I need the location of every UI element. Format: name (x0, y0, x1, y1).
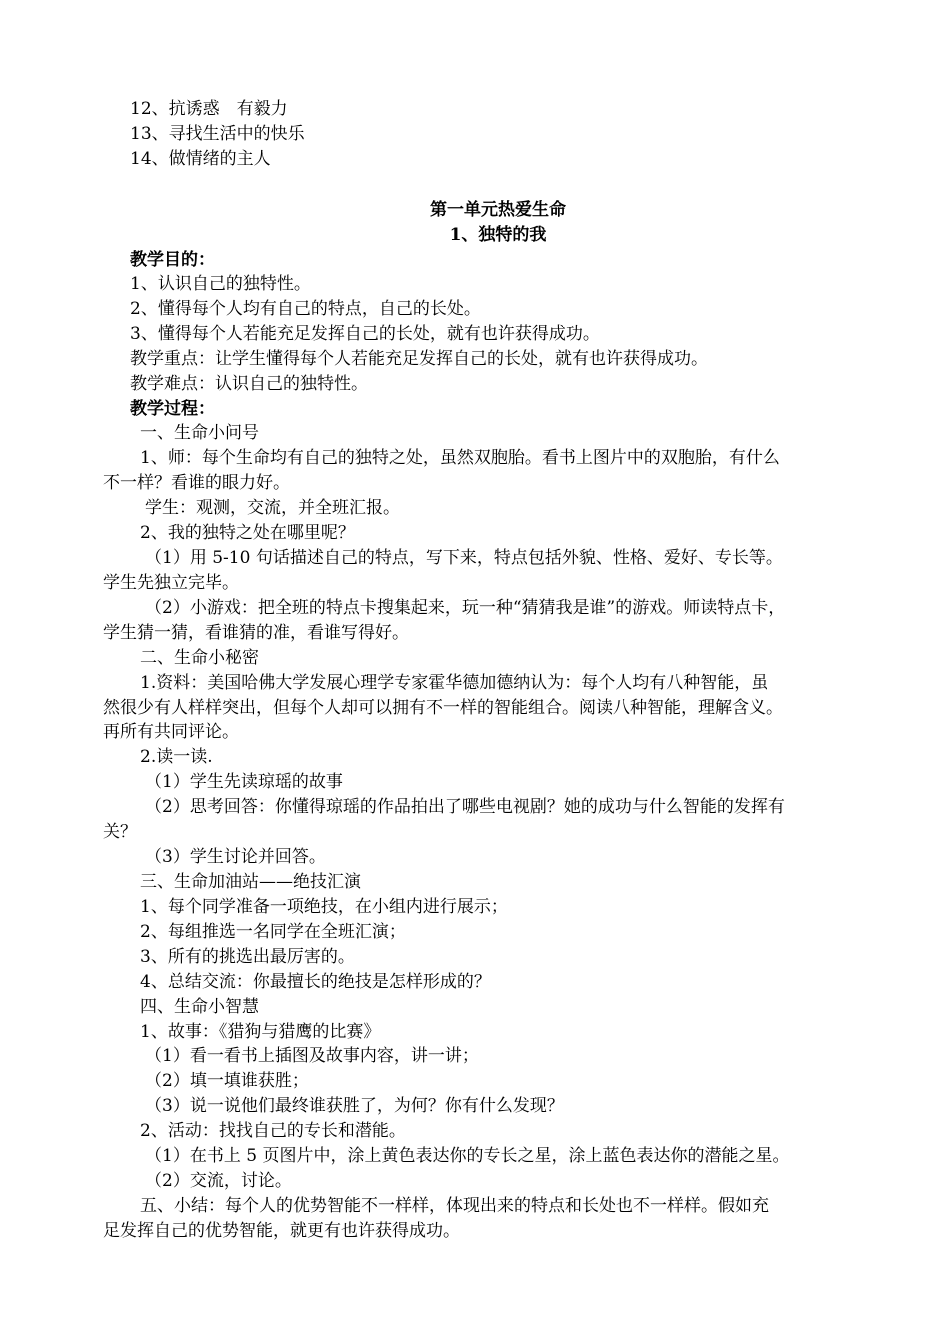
paragraph-line: 然很少有人样样突出，但每个人却可以拥有不一样的智能组合。阅读八种智能，理解含义。 (103, 698, 783, 718)
paragraph-line: 2.读一读. (140, 747, 213, 767)
paragraph-line: （3）学生讨论并回答。 (145, 847, 326, 867)
summary-line: 足发挥自己的优势智能，就更有也许获得成功。 (103, 1221, 460, 1241)
paragraph-line: 3、所有的挑选出最厉害的。 (140, 947, 355, 967)
summary-line: 五、小结：每个人的优势智能不一样样，体现出来的特点和长处也不一样样。假如充 (140, 1196, 769, 1216)
objective-1: 1、认识自己的独特性。 (130, 274, 311, 294)
objective-3: 3、懂得每个人若能充足发挥自己的长处，就有也许获得成功。 (130, 324, 600, 344)
paragraph-line: 学生先独立完毕。 (103, 573, 239, 593)
toc-item-12: 12、抗诱惑 有毅力 (130, 99, 288, 119)
paragraph-line: 2、活动：找找自己的专长和潜能。 (140, 1121, 406, 1141)
paragraph-line: 再所有共同评论。 (103, 722, 239, 742)
paragraph-line: 学生：观测，交流，并全班汇报。 (145, 498, 400, 518)
paragraph-line: （2）交流，讨论。 (145, 1171, 292, 1191)
paragraph-line: （1）在书上 5 页图片中，涂上黄色表达你的专长之星，涂上蓝色表达你的潜能之星。 (145, 1146, 790, 1166)
section-heading: 二、生命小秘密 (140, 648, 259, 668)
paragraph-line: 2、我的独特之处在哪里呢？ (140, 523, 355, 543)
paragraph-line: 学生猜一猜，看谁猜的准，看谁写得好。 (103, 623, 409, 643)
paragraph-line: （2）填一填谁获胜； (145, 1071, 309, 1091)
section-heading: 一、生命小问号 (140, 423, 259, 443)
paragraph-line: （1）看一看书上插图及故事内容，讲一讲； (145, 1046, 479, 1066)
objective-2: 2、懂得每个人均有自己的特点，自己的长处。 (130, 299, 481, 319)
paragraph-line: 1.资料：美国哈佛大学发展心理学专家霍华德加德纳认为：每个人均有八种智能，虽 (140, 673, 769, 693)
toc-item-14: 14、做情绪的主人 (130, 149, 271, 169)
unit-title: 第一单元热爱生命 (430, 200, 566, 220)
lesson-title: 1、独特的我 (449, 225, 547, 245)
paragraph-line: 4、总结交流：你最擅长的绝技是怎样形成的？ (140, 972, 491, 992)
paragraph-line: 2、每组推选一名同学在全班汇演； (140, 922, 406, 942)
section-heading: 四、生命小智慧 (140, 997, 259, 1017)
difficulty: 教学难点：认识自己的独特性。 (130, 374, 368, 394)
objectives-heading: 教学目的： (130, 250, 215, 270)
process-heading: 教学过程： (130, 399, 215, 419)
paragraph-line: （2）小游戏：把全班的特点卡搜集起来，玩一种“猜猜我是谁”的游戏。师读特点卡， (145, 598, 786, 618)
section-heading: 三、生命加油站——绝技汇演 (140, 872, 361, 892)
paragraph-line: （2）思考回答：你懂得琼瑶的作品拍出了哪些电视剧？她的成功与什么智能的发挥有 (145, 797, 785, 817)
paragraph-line: 1、每个同学准备一项绝技，在小组内进行展示； (140, 897, 508, 917)
key-point: 教学重点：让学生懂得每个人若能充足发挥自己的长处，就有也许获得成功。 (130, 349, 708, 369)
paragraph-line: 1、师：每个生命均有自己的独特之处，虽然双胞胎。看书上图片中的双胞胎，有什么 (140, 448, 780, 468)
paragraph-line: （1）用 5-10 句话描述自己的特点，写下来，特点包括外貌、性格、爱好、专长等。 (145, 548, 783, 568)
paragraph-line: 1、故事：《猎狗与猎鹰的比赛》 (140, 1022, 381, 1042)
paragraph-line: 关？ (103, 822, 137, 842)
paragraph-line: （3）说一说他们最终谁获胜了，为何？你有什么发现？ (145, 1096, 564, 1116)
toc-item-13: 13、寻找生活中的快乐 (130, 124, 305, 144)
paragraph-line: 不一样？看谁的眼力好。 (103, 473, 290, 493)
paragraph-line: （1）学生先读琼瑶的故事 (145, 772, 343, 792)
